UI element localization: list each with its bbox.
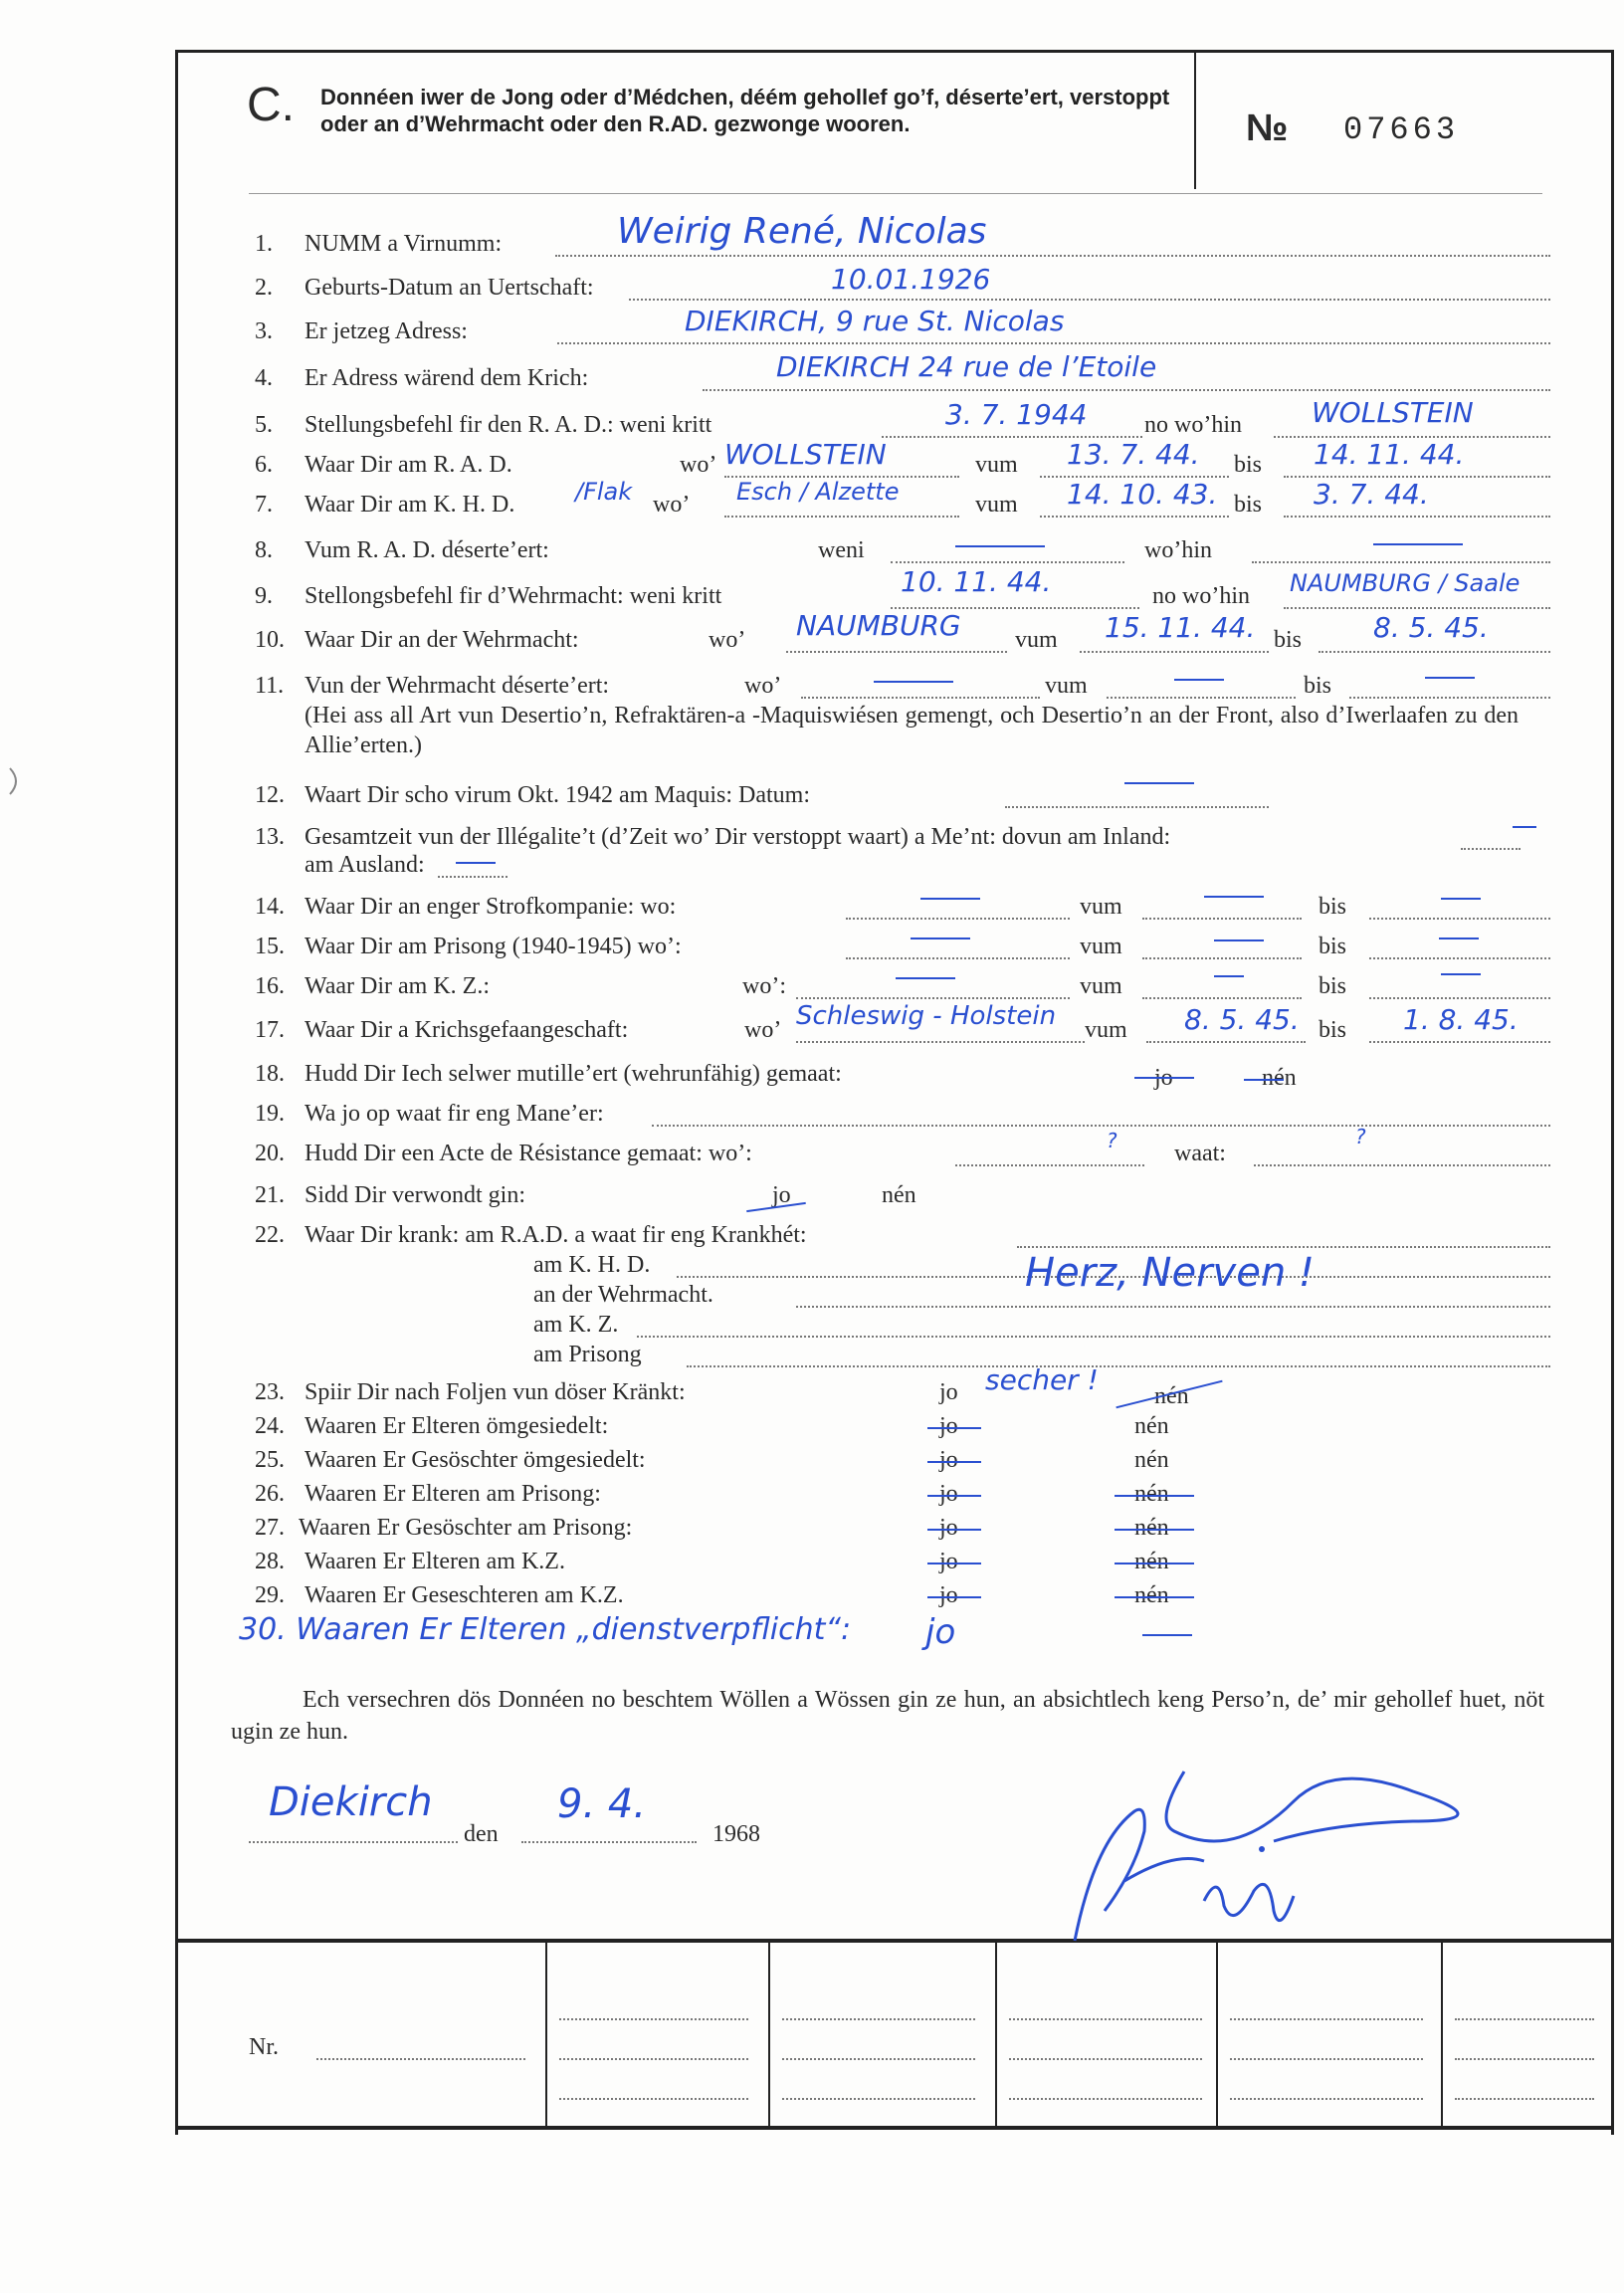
field-line: [687, 1365, 1550, 1367]
value-rad-from: 13. 7. 44.: [1067, 438, 1200, 471]
field-line: [1284, 516, 1550, 518]
option-nen: nén: [1134, 1447, 1169, 1473]
label-weni: weni: [818, 537, 865, 563]
value-wehrmacht-place: NAUMBURG: [796, 609, 961, 642]
blank-dash: [1513, 826, 1536, 828]
field-line: [703, 389, 1550, 391]
row-number: 17.: [255, 1017, 285, 1043]
row-number: 20.: [255, 1141, 285, 1166]
option-jo: jo: [939, 1447, 958, 1473]
label-vum: vum: [1080, 934, 1122, 959]
option-jo: jo: [939, 1379, 958, 1405]
field-line: [1009, 2058, 1202, 2060]
field-line: [1230, 2018, 1423, 2020]
option-jo: jo: [939, 1549, 958, 1574]
option-jo: jo: [939, 1413, 958, 1439]
label-vum: vum: [1045, 673, 1088, 699]
value-wehrmacht-order-date: 10. 11. 44.: [901, 565, 1052, 598]
value-resistance-what: ?: [1355, 1125, 1366, 1148]
option-jo: jo: [1154, 1065, 1173, 1091]
field-line: [782, 2018, 975, 2020]
row-number: 27.: [255, 1515, 285, 1541]
option-nen: nén: [1134, 1549, 1169, 1574]
signature-place: Diekirch: [269, 1779, 433, 1825]
field-line: [1461, 848, 1521, 850]
field-line: [559, 2018, 748, 2020]
label-rad: Waar Dir am R. A. D.: [304, 452, 512, 478]
field-line: [559, 2058, 748, 2060]
field-line: [1369, 997, 1550, 999]
label-sick-wehrmacht: an der Wehrmacht.: [533, 1282, 713, 1308]
label-wo: wo’:: [742, 973, 786, 999]
label-bis: bis: [1319, 973, 1347, 999]
option-nen: nén: [1134, 1515, 1169, 1541]
row-number: 21.: [255, 1182, 285, 1208]
label-bis: bis: [1319, 1017, 1347, 1043]
label-pow: Waar Dir a Krichsgefaangeschaft:: [304, 1017, 629, 1043]
value-birth: 10.01.1926: [831, 263, 991, 296]
value-pow-place: Schleswig - Holstein: [796, 1001, 1057, 1031]
label-sick-kz: am K. Z.: [533, 1312, 619, 1338]
field-line: [1349, 697, 1550, 699]
label-wo: wo’: [744, 1017, 782, 1043]
field-line: [1017, 1246, 1550, 1248]
label-consequences: Spiir Dir nach Foljen vun döser Kränkt:: [304, 1379, 686, 1405]
value-rad-to: 14. 11. 44.: [1314, 438, 1465, 471]
signature-year: 1968: [712, 1821, 760, 1847]
value-sickness: Herz, Nerven !: [1025, 1250, 1315, 1296]
field-line: [1230, 2098, 1423, 2100]
strike-mark: [927, 1563, 981, 1564]
field-line: [1009, 2098, 1202, 2100]
field-line: [249, 1841, 458, 1843]
label-self-mutilation: Hudd Dir Iech selwer mutille’ert (wehrunfähig) gemaat:: [304, 1061, 842, 1087]
row-number: 3.: [255, 318, 273, 344]
field-line: [1107, 697, 1296, 699]
label-den: den: [464, 1821, 499, 1847]
blank-dash: [456, 862, 496, 864]
value-pow-from: 8. 5. 45.: [1184, 1003, 1300, 1036]
value-rad-place: WOLLSTEIN: [724, 438, 887, 471]
option-nen: nén: [1134, 1481, 1169, 1507]
row-number: 1.: [255, 231, 273, 257]
footer-divider: [1216, 1941, 1218, 2128]
strike-mark: [1115, 1529, 1194, 1531]
footer-divider: [995, 1941, 997, 2128]
label-wo: wo’: [680, 452, 717, 478]
field-line: [316, 2058, 525, 2060]
field-line: [1319, 651, 1550, 653]
field-line: [1254, 1164, 1550, 1166]
field-line: [1369, 957, 1550, 959]
label-wehrmacht-order: Stellongsbefehl fir d’Wehrmacht: weni kritt: [304, 583, 722, 609]
option-nen: nén: [1154, 1383, 1189, 1409]
field-line: [555, 255, 1550, 257]
field-line: [438, 876, 508, 878]
strike-mark: [1115, 1596, 1194, 1598]
field-line: [1146, 1041, 1306, 1043]
strike-mark: [927, 1495, 981, 1497]
field-line: [1142, 957, 1302, 959]
value-war-address: DIEKIRCH 24 rue de l’Etoile: [776, 350, 1157, 383]
field-line: [521, 1841, 697, 1843]
label-name: NUMM a Virnumm:: [304, 231, 503, 257]
label-rad-order: Stellungsbefehl fir den R. A. D.: weni kritt: [304, 412, 712, 438]
label-vum: vum: [1085, 1017, 1127, 1043]
label-wo: wo’: [744, 673, 782, 699]
row-number: 2.: [255, 275, 273, 301]
label-war-address: Er Adress wärend dem Krich:: [304, 365, 589, 391]
field-line: [1455, 2098, 1594, 2100]
footer-divider: [545, 1941, 547, 2128]
value-resistance-where: ?: [1107, 1129, 1117, 1152]
label-sick-khd: am K. H. D.: [533, 1252, 651, 1278]
field-line: [1142, 918, 1302, 920]
label-vum: vum: [1080, 973, 1122, 999]
row-number: 9.: [255, 583, 273, 609]
label-bis: bis: [1234, 492, 1263, 518]
option-jo: jo: [772, 1182, 791, 1208]
field-line: [652, 1125, 1550, 1127]
value-wehrmacht-from: 15. 11. 44.: [1105, 611, 1256, 644]
label-vum: vum: [1080, 894, 1122, 920]
field-line: [801, 697, 1040, 699]
signature-date: 9. 4.: [557, 1781, 647, 1827]
field-line: [782, 2058, 975, 2060]
strike-mark: [927, 1529, 981, 1531]
strike-mark: [1134, 1077, 1194, 1079]
margin-mark: [6, 766, 26, 796]
value-pow-to: 1. 8. 45.: [1403, 1003, 1519, 1036]
row-number: 10.: [255, 627, 285, 653]
label-illegality: Gesamtzeit vun der Illégalite’t (d’Zeit wo’ Dir verstoppt waart) a Me’nt: dovun am Inland:: [304, 824, 1171, 850]
label-prison: Waar Dir am Prisong (1940-1945) wo’:: [304, 934, 682, 959]
label-siblings-resettled: Waaren Er Gesöschter ömgesiedelt:: [304, 1447, 646, 1473]
option-nen: nén: [1134, 1582, 1169, 1608]
label-sick: Waar Dir krank: am R.A.D. a waat fir eng Krankhét:: [304, 1222, 807, 1248]
label-bis: bis: [1304, 673, 1332, 699]
label-bis: bis: [1319, 934, 1347, 959]
form-number: 07663: [1343, 111, 1460, 148]
label-wehrmacht: Waar Dir an der Wehrmacht:: [304, 627, 579, 653]
label-bis: bis: [1319, 894, 1347, 920]
field-line: [637, 1336, 1550, 1338]
field-line: [1455, 2058, 1594, 2060]
blank-dash: [1214, 975, 1244, 977]
field-line: [955, 1164, 1144, 1166]
header-separator: [249, 193, 1542, 194]
value-name: Weirig René, Nicolas: [617, 211, 987, 252]
label-vum: vum: [1015, 627, 1058, 653]
field-line: [796, 1306, 1550, 1308]
field-line: [786, 651, 1007, 653]
label-wo: wo’: [709, 627, 746, 653]
row-number: 6.: [255, 452, 273, 478]
blank-dash: [1439, 938, 1479, 939]
value-row-30: jo: [925, 1612, 956, 1652]
row-number: 14.: [255, 894, 285, 920]
blank-dash: [1441, 973, 1481, 975]
section-letter: C.: [247, 79, 295, 131]
row-number: 25.: [255, 1447, 285, 1473]
row-number: 5.: [255, 412, 273, 438]
row-number: 12.: [255, 782, 285, 808]
row-number: 15.: [255, 934, 285, 959]
field-line: [891, 561, 1124, 563]
field-line: [796, 1041, 1085, 1043]
value-address: DIEKIRCH, 9 rue St. Nicolas: [685, 305, 1065, 337]
row-number: 13.: [255, 824, 285, 850]
label-khd: Waar Dir am K. H. D.: [304, 492, 515, 518]
field-line: [1230, 2058, 1423, 2060]
row-number: 16.: [255, 973, 285, 999]
footer-divider: [768, 1941, 770, 2128]
label-abroad: am Ausland:: [304, 852, 425, 878]
blank-dash: [955, 545, 1045, 547]
label-wohin: no wo’hin: [1144, 412, 1242, 438]
field-line: [557, 342, 1550, 344]
label-parents-prison: Waaren Er Elteren am Prisong:: [304, 1481, 601, 1507]
footer-divider: [1441, 1941, 1443, 2128]
blank-dash: [911, 938, 970, 939]
row-number: 24.: [255, 1413, 285, 1439]
footer-nr-label: Nr.: [249, 2034, 279, 2060]
row-number: 7.: [255, 492, 273, 518]
label-resistance: Hudd Dir een Acte de Résistance gemaat: wo’:: [304, 1141, 752, 1166]
row-number: 18.: [255, 1061, 285, 1087]
value-rad-order-date: 3. 7. 1944: [945, 398, 1088, 431]
number-sign: №: [1246, 107, 1289, 149]
row-number: 4.: [255, 365, 273, 391]
field-line: [1284, 607, 1550, 609]
strike-mark: [1115, 1563, 1194, 1564]
field-line: [1455, 2018, 1594, 2020]
value-khd-from: 14. 10. 43.: [1067, 478, 1218, 511]
blank-dash: [1441, 898, 1481, 900]
blank-dash: [1142, 1634, 1192, 1636]
row-number: 26.: [255, 1481, 285, 1507]
field-line: [782, 2098, 975, 2100]
blank-dash: [1124, 782, 1194, 784]
value-wehrmacht-to: 8. 5. 45.: [1373, 611, 1489, 644]
label-siblings-prison: Waaren Er Gesöschter am Prisong:: [299, 1515, 633, 1541]
option-nen: nén: [1262, 1065, 1297, 1091]
field-line: [1369, 1041, 1550, 1043]
strike-mark: [927, 1461, 981, 1463]
label-wohin: no wo’hin: [1152, 583, 1250, 609]
field-line: [1080, 651, 1269, 653]
label-address: Er jetzeg Adress:: [304, 318, 468, 344]
value-khd-to: 3. 7. 44.: [1314, 478, 1429, 511]
label-bis: bis: [1234, 452, 1263, 478]
label-siblings-kz: Waaren Er Geseschteren am K.Z.: [304, 1582, 624, 1608]
strike-mark: [927, 1427, 981, 1429]
row-number: 22.: [255, 1222, 285, 1248]
row-number: 11.: [255, 673, 285, 699]
blank-dash: [1373, 543, 1463, 545]
header-divider: [1194, 50, 1196, 189]
row-number: 23.: [255, 1379, 285, 1405]
label-waat: waat:: [1174, 1141, 1226, 1166]
field-line: [1040, 516, 1229, 518]
strike-mark: [927, 1596, 981, 1598]
label-vum: vum: [975, 452, 1018, 478]
value-rad-destination: WOLLSTEIN: [1312, 396, 1474, 429]
strike-mark: [1244, 1079, 1284, 1081]
label-parents-resettled: Waaren Er Elteren ömgesiedelt:: [304, 1413, 609, 1439]
blank-dash: [1214, 939, 1264, 941]
blank-dash: [874, 681, 953, 683]
label-manner: Wa jo op waat fir eng Mane’er:: [304, 1101, 604, 1127]
field-line: [1369, 918, 1550, 920]
label-bis: bis: [1274, 627, 1303, 653]
label-kz: Waar Dir am K. Z.:: [304, 973, 490, 999]
field-line: [629, 299, 1550, 301]
label-maquis: Waart Dir scho virum Okt. 1942 am Maquis: Datum:: [304, 782, 810, 808]
field-line: [846, 918, 1070, 920]
label-wohin: wo’hin: [1144, 537, 1212, 563]
blank-dash: [1174, 679, 1224, 681]
label-rad-desert: Vum R. A. D. déserte’ert:: [304, 537, 549, 563]
declaration-text: Ech versechren dös Donnéen no beschtem Wöllen a Wössen gin ze hun, an absichtlech keng Perso’n, de’ mir gehollef huet, nöt ugin ze hun.: [231, 1687, 1544, 1745]
option-jo: jo: [939, 1515, 958, 1541]
value-khd-prefix: /Flak: [575, 478, 633, 506]
desertion-note: (Hei ass all Art vun Desertio’n, Refraktären-a -Maquiswiésen gemengt, och Desertio’n an der Front, also d’Iwerlaafen zu den Allie’erten.): [304, 703, 1519, 758]
signature: [1035, 1732, 1592, 1980]
value-wehrmacht-destination: NAUMBURG / Saale: [1290, 569, 1521, 597]
row-number: 29.: [255, 1582, 285, 1608]
value-consequences: secher !: [985, 1363, 1099, 1396]
form-bottom-rule: [175, 2126, 1614, 2130]
row-number: 19.: [255, 1101, 285, 1127]
field-line: [796, 997, 1070, 999]
value-khd-place: Esch / Alzette: [736, 478, 900, 506]
label-wo: wo’: [653, 492, 691, 518]
option-jo: jo: [939, 1582, 958, 1608]
label-vum: vum: [975, 492, 1018, 518]
field-line: [559, 2098, 748, 2100]
label-sick-prison: am Prisong: [533, 1342, 642, 1367]
field-line: [1009, 2018, 1202, 2020]
field-line: [1252, 561, 1550, 563]
label-birth: Geburts-Datum an Uertschaft:: [304, 275, 594, 301]
label-wehrmacht-desert: Vun der Wehrmacht déserte’ert:: [304, 673, 610, 699]
field-line: [846, 957, 1070, 959]
option-nen: nén: [882, 1182, 916, 1208]
label-parents-kz: Waaren Er Elteren am K.Z.: [304, 1549, 565, 1574]
blank-dash: [1204, 896, 1264, 898]
label-punishment-company: Waar Dir an enger Strofkompanie: wo:: [304, 894, 677, 920]
strike-mark: [1115, 1495, 1194, 1497]
blank-dash: [1425, 677, 1475, 679]
section-header: Donnéen iwer de Jong oder d’Médchen, déém gehollef go’f, déserte’ert, verstoppt oder an d’Wehrmacht oder den R.AD. gezwonge wooren.: [320, 85, 1170, 136]
field-line: [1142, 997, 1302, 999]
row-number: 28.: [255, 1549, 285, 1574]
field-line: [724, 516, 959, 518]
label-wounded: Sidd Dir verwondt gin:: [304, 1182, 525, 1208]
option-jo: jo: [939, 1481, 958, 1507]
field-line: [1005, 806, 1269, 808]
option-nen: nén: [1134, 1413, 1169, 1439]
handwritten-row-30: 30. Waaren Er Elteren „dienstverpflicht“:: [239, 1612, 852, 1647]
blank-dash: [920, 898, 980, 900]
blank-dash: [896, 977, 955, 979]
row-number: 8.: [255, 537, 273, 563]
